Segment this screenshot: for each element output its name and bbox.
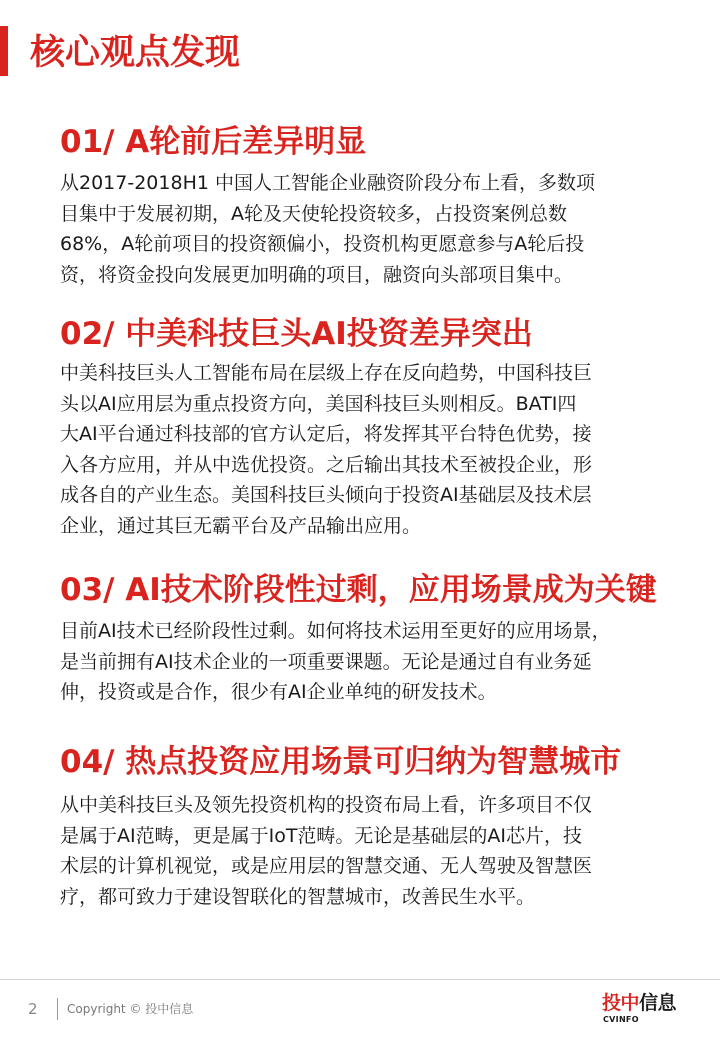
body-line: 从2017-2018H1 中国人工智能企业融资阶段分布上看，多数项: [60, 172, 595, 194]
section-body: [60, 790, 670, 912]
body-line: 成各自的产业生态。美国科技巨头倾向于投资AI基础层及技术层: [60, 484, 592, 506]
section-heading: 02/ 中美科技巨头AI投资差异突出: [60, 316, 533, 352]
body-line: 中美科技巨头人工智能布局在层级上存在反向趋势，中国科技巨: [60, 362, 593, 384]
body-line: 是属于AI范畴，更是属于IoT范畴。无论是基础层的AI芯片，技: [60, 824, 583, 847]
footer-separator: [0, 979, 720, 980]
body-line: 资，将资金投向发展更加明确的项目，融资向头部项目集中。: [60, 263, 574, 286]
copyright-text: Copyright © 投中信息: [67, 1002, 194, 1016]
logo-wordmark-dark: 信息: [639, 992, 677, 1014]
insight-section-4: [60, 742, 670, 912]
body-line: 68%，A轮前项目的投资额偏小，投资机构更愿意参与A轮后投: [60, 233, 585, 255]
page-number: 2: [28, 1000, 38, 1018]
section-body: [60, 358, 670, 541]
page-title: 核心观点发现: [30, 33, 241, 73]
body-line: 目集中于发展初期，A轮及天使轮投资较多，占投资案例总数: [60, 202, 567, 225]
section-heading: 01/ A轮前后差异明显: [60, 124, 367, 160]
body-line: 从中美科技巨头及领先投资机构的投资布局上看，许多项目不仅: [60, 794, 593, 816]
section-heading: 04/ 热点投资应用场景可归纳为智慧城市: [60, 744, 622, 780]
body-line: 头以AI应用层为重点投资方向，美国科技巨头则相反。BATI四: [60, 392, 577, 415]
body-line: 入各方应用，并从中选优投资。之后输出其技术至被投企业，形: [60, 453, 593, 476]
insight-section-3: [60, 570, 670, 708]
section-heading: 03/ AI技术阶段性过剩，应用场景成为关键: [60, 572, 657, 608]
logo-wordmark-red: 投中: [602, 992, 640, 1014]
section-body: [60, 616, 670, 708]
cvinfo-logo: [602, 992, 684, 1028]
title-accent-bar: [0, 26, 8, 76]
logo-wordmark: [602, 992, 676, 1014]
footer-divider: [57, 998, 58, 1020]
body-line: 是当前拥有AI技术企业的一项重要课题。无论是通过自有业务延: [60, 650, 592, 673]
body-line: 术层的计算机视觉，或是应用层的智慧交通、无人驾驶及智慧医: [60, 855, 593, 877]
insight-section-2: [60, 314, 670, 541]
body-line: 大AI平台通过科技部的官方认定后，将发挥其平台特色优势，接: [60, 423, 592, 445]
body-line: 企业，通过其巨无霸平台及产品输出应用。: [60, 514, 422, 537]
body-line: 疗，都可致力于建设智联化的智慧城市，改善民生水平。: [60, 885, 536, 908]
logo-subtext: CVINFO: [603, 1015, 639, 1024]
body-line: 伸，投资或是合作，很少有AI企业单纯的研发技术。: [60, 681, 497, 703]
insight-section-1: [60, 122, 670, 290]
body-line: 目前AI技术已经阶段性过剩。如何将技术运用至更好的应用场景，: [60, 620, 611, 642]
section-body: [60, 168, 670, 290]
